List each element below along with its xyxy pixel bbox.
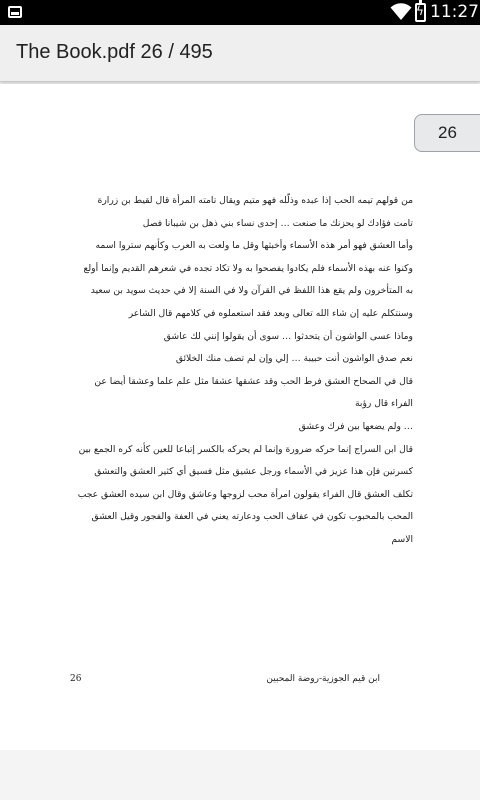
text-line: وماذا عسى الواشون أن يتحدثوا … سوى أن يقولوا إنني لك عاشق [163, 330, 413, 342]
text-line: تكلف العشق قال الفراء يقولون امرأة محب لزوجها وعاشق وقال ابن سيده العشق عجب [77, 488, 413, 500]
text-line: قال في الصحاح العشق فرط الحب وقد عشقها عشقا مثل علم علما وعشقا أيضا عن [94, 375, 413, 387]
battery-charging-icon [415, 3, 426, 22]
text-line: وسنتكلم عليه إن شاء الله تعالى وبعد فقد استعملوه في كلامهم قال الشاعر [128, 307, 413, 319]
text-line: وكنوا عنه بهذه الأسماء فلم يكادوا يفصحوا به ولا تكاد تجده في شعرهم القديم وإنما أولع [83, 262, 413, 274]
text-line: تامت فؤادك لو يحزنك ما صنعت … إحدى نساء بني ذهل بن شيبانا فصل [142, 217, 413, 229]
text-line: الفراء قال رؤبة [354, 398, 413, 410]
text-line: كسرتين فإن هذا عزيز في الأسماء ورجل عشيق مثل فسيق أي كثير العشق والتعشق [94, 466, 413, 478]
viewer-background [0, 750, 480, 800]
text-line: وأما العشق فهو أمر هذه الأسماء وأخبثها وقل ما ولعت به العرب وكأنهم ستروا اسمه [95, 240, 413, 252]
document-title: The Book.pdf 26 / 495 [16, 41, 213, 63]
text-line: من قولهم تيمه الحب إذا عبده وذلّله فهو متيم ويقال تامته المرأة قال لقيط بن زرارة [97, 195, 413, 206]
page-footer-title: ابن قيم الجوزية-روضة المحبين [266, 674, 380, 684]
text-line: نعم صدق الواشون أنت حبيبة … إلي وإن لم تصف منك الخلائق [175, 353, 413, 365]
pdf-page[interactable] [0, 84, 480, 750]
page-number-badge[interactable]: 26 [414, 114, 480, 152]
text-line: … ولم يضعها بين فرك وعشق [298, 420, 413, 432]
status-clock: 11:27 [430, 2, 479, 22]
text-line: به المتأخرون ولم يقع هذا اللفظ في القرآن ولا في السنة إلا في حديث سويد بن سعيد [90, 285, 413, 297]
text-line: المحب بالمحبوب تكون في عفاف الحب ودعارته يعني في العفة والفجور وقيل العشق [91, 511, 413, 523]
text-line: الاسم [391, 533, 413, 545]
page-footer-number: 26 [70, 674, 82, 684]
wifi-icon [390, 3, 412, 21]
notification-icon [8, 6, 22, 18]
status-bar [0, 0, 480, 25]
text-line: قال ابن السراج إنما حركه ضرورة وإنما لم يحركه بالكسر إتباعا للعين كأنه كره الجمع بين [78, 443, 413, 455]
app-bar [0, 25, 480, 82]
page-text [58, 190, 413, 552]
